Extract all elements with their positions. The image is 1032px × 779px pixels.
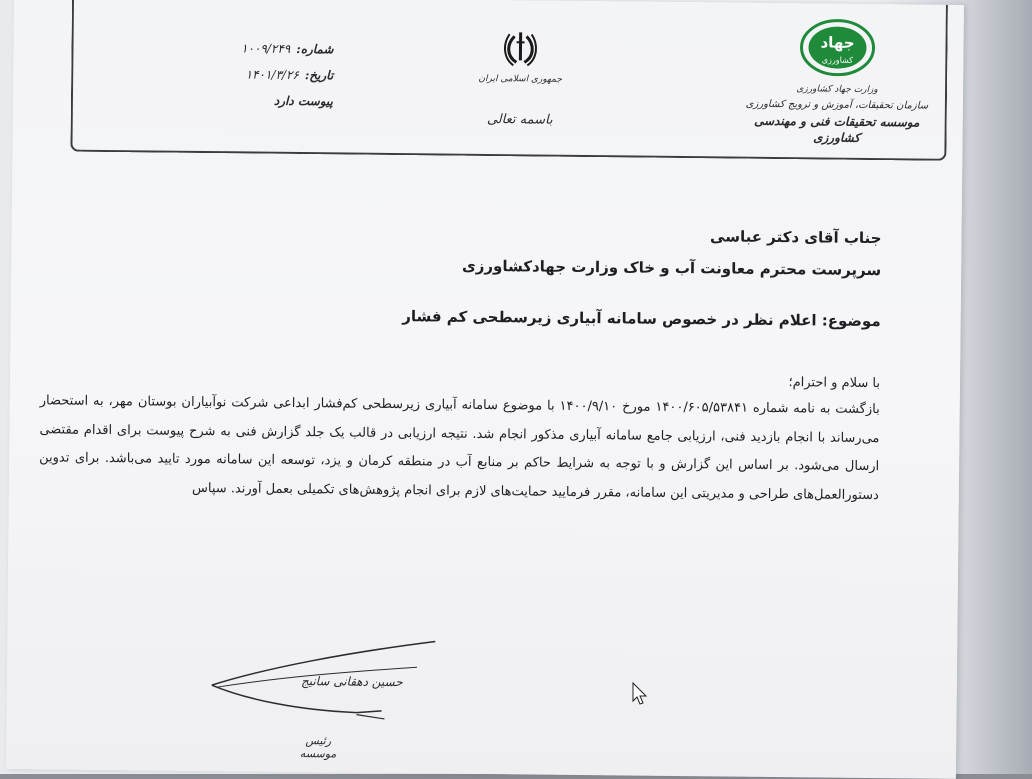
mouse-cursor-icon [632,682,648,706]
jahad-logo-icon [798,17,877,78]
letter-number-row [113,34,333,62]
recipient-title: سرپرست محترم معاونت آب و خاک وزارت جهادکشاورزی [461,256,882,280]
basmala: باسمه تعالی [486,111,553,128]
signatory-role: رئیس موسسه [299,734,337,761]
date-value: ۱۴۰۱/۳/۲۶ [245,67,299,83]
org-line-institute: موسسه تحقیقات فنی و مهندسی کشاورزی [753,113,920,145]
org-line-organization: سازمان تحقیقات، آموزش و ترویج کشاورزی [745,98,929,112]
date-label: تاریخ: [304,68,334,83]
signatory-name: حسین دهقانی سانیج [300,674,403,690]
letter-page [6,0,964,779]
letterhead-box [70,0,948,161]
letter-greeting: با سلام و احترام؛ [788,375,881,392]
letter-date-row [113,60,333,88]
signature-area [206,637,457,770]
letter-body: بازگشت به نامه شماره ۱۴۰۰/۶۰۵/۵۳۸۴۱ مورخ ۱۴۰۰/۹/۱۰ با موضوع سامانه آبیاری زیرسطحی کم‌فشار ابداعی شرکت نوآبیاران بوستان مهر، به استحضار می‌رساند با انجام بازدید فنی، ارزیابی جامع سامانه آبیاری مذکور انجام شد. نتیجه ارزیابی در قالب یک جلد گزارش فنی به شرح پیوست برای اقدام مقتضی ارسال می‌شود. بر اساس این گزارش و با توجه به شرایط حاکم بر منابع آب در منطقه کرمان و یزد، توسعه این سامانه مورد تایید می‌باشد. برای تدوین دستورالعمل‌های طراحی و مدیریتی این سامانه، مقرر فرمایید حمایت‌های لازم برای انجام پژوهش‌های تکمیلی بعمل آورند. سپاس [39,393,880,503]
number-value: ۱۰۰۹/۲۴۹ [241,41,291,56]
letter-meta [113,34,334,114]
iran-emblem-icon [500,30,540,68]
attachment-row [113,86,333,114]
number-label: شماره: [296,41,334,57]
recipient-name: جناب آقای دکتر عباسی [709,227,882,248]
organization-names [736,81,937,147]
recipient-block [462,218,882,286]
organization-block [736,17,937,147]
emblem-caption: جمهوری اسلامی ایران [478,73,562,85]
logo-sub-text: کشاورزی [821,55,854,65]
org-line-ministry: وزارت جهاد کشاورزی [796,84,878,96]
logo-main-text: جهاد [820,33,855,52]
iran-emblem [475,30,566,85]
attachment-text: پیوست دارد [273,93,334,109]
letter-subject: موضوع: اعلام نظر در خصوص سامانه آبیاری زیرسطحی کم فشار [402,307,881,331]
